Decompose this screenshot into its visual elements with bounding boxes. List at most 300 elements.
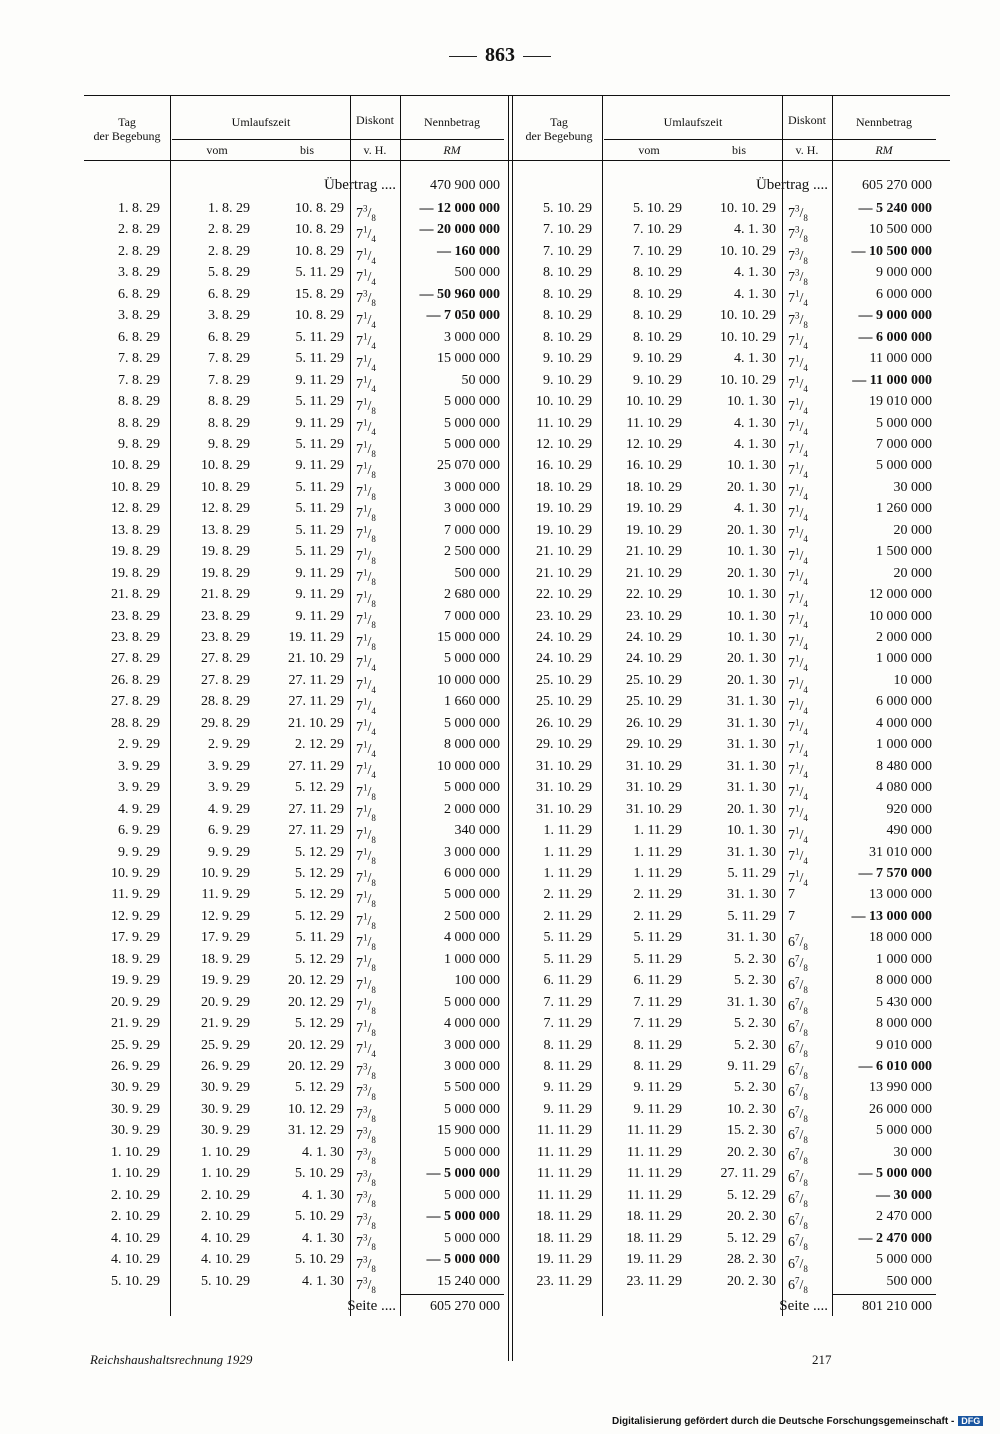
row-nennbetrag: 5 000 000: [444, 715, 500, 731]
row-nennbetrag: 5 430 000: [876, 994, 932, 1010]
row-vom: 6. 9. 29: [208, 823, 250, 839]
row-nennbetrag: 5 000 000: [444, 1144, 500, 1160]
row-vom: 31. 10. 29: [626, 801, 682, 817]
row-nennbetrag: 5 000 000: [444, 651, 500, 667]
row-bis: 20. 1. 30: [727, 651, 776, 667]
row-tag: 4. 9. 29: [118, 801, 160, 817]
row-vom: 23. 11. 29: [626, 1273, 682, 1289]
row-nennbetrag: 3 000 000: [444, 479, 500, 495]
row-tag: 12. 10. 29: [536, 436, 592, 452]
row-diskont: $7^1/_4$: [788, 481, 808, 502]
row-nennbetrag: — 6 010 000: [858, 1059, 932, 1074]
row-tag: 11. 11. 29: [537, 1187, 592, 1203]
row-vom: 7. 8. 29: [208, 372, 250, 388]
row-diskont: $7^3/_8$: [356, 1146, 376, 1167]
header-tag-text: Tag: [550, 115, 568, 129]
row-vom: 6. 8. 29: [208, 286, 250, 302]
row-bis: 5. 11. 29: [727, 908, 776, 924]
row-nennbetrag: 15 000 000: [437, 351, 500, 367]
row-vom: 10. 8. 29: [201, 479, 250, 495]
header-vom: vom: [638, 143, 660, 157]
row-tag: 6. 8. 29: [118, 329, 160, 345]
carry-label: Übertrag ....: [755, 177, 828, 193]
row-diskont: $7^1/_4$: [356, 374, 376, 395]
row-diskont: $7^1/_8$: [356, 953, 376, 974]
row-vom: 11. 9. 29: [201, 887, 250, 903]
row-nennbetrag: 3 000 000: [444, 1059, 500, 1074]
row-diskont: $7^1/_4$: [788, 867, 808, 888]
row-diskont: 7: [788, 887, 795, 903]
row-vom: 9. 9. 29: [208, 844, 250, 860]
row-vom: 7. 11. 29: [633, 1016, 682, 1032]
row-nennbetrag: 5 000 000: [444, 780, 500, 796]
row-diskont: $6^7/_8$: [788, 1039, 808, 1059]
row-vom: 30. 9. 29: [201, 1080, 250, 1096]
row-nennbetrag: 5 000 000: [444, 394, 500, 410]
row-bis: 5. 11. 29: [295, 394, 344, 410]
row-vom: 1. 11. 29: [633, 844, 682, 860]
row-bis: 9. 11. 29: [295, 458, 344, 474]
row-diskont: $7^3/_8$: [788, 267, 808, 287]
row-bis: 27. 11. 29: [720, 1166, 776, 1182]
row-nennbetrag: 6 000 000: [876, 694, 932, 710]
row-diskont: $7^1/_4$: [788, 460, 808, 480]
row-nennbetrag: 500 000: [454, 265, 500, 281]
row-vom: 5. 11. 29: [633, 951, 682, 967]
row-bis: 31. 1. 30: [727, 715, 776, 731]
row-tag: 3. 8. 29: [118, 308, 160, 324]
row-vom: 9. 10. 29: [633, 351, 682, 367]
row-bis: 20. 1. 30: [727, 565, 776, 581]
table-top-rule: [84, 95, 950, 96]
row-bis: 10. 8. 29: [295, 243, 344, 259]
row-diskont: $7^1/_4$: [356, 353, 376, 373]
row-bis: 20. 12. 29: [288, 1059, 344, 1074]
row-bis: 10. 1. 30: [727, 458, 776, 474]
row-vom: 8. 10. 29: [633, 329, 682, 345]
row-tag: 10. 9. 29: [111, 865, 160, 881]
row-tag: 8. 10. 29: [543, 265, 592, 281]
row-bis: 5. 12. 29: [727, 1187, 776, 1203]
row-vom: 19. 8. 29: [201, 565, 250, 581]
row-tag: 1. 8. 29: [118, 201, 160, 216]
row-vom: 19. 8. 29: [201, 544, 250, 560]
row-tag: 25. 9. 29: [111, 1037, 160, 1053]
row-nennbetrag: — 20 000 000: [419, 222, 500, 238]
row-bis: 4. 1. 30: [734, 501, 776, 517]
row-diskont: $7^3/_8$: [788, 224, 808, 244]
row-diskont: $7^1/_4$: [356, 245, 376, 266]
row-diskont: $7^3/_8$: [356, 1275, 376, 1295]
row-diskont: $6^7/_8$: [788, 1125, 808, 1145]
row-tag: 23. 8. 29: [111, 630, 160, 645]
row-nennbetrag: — 13 000 000: [851, 908, 932, 924]
row-tag: 1. 10. 29: [111, 1144, 160, 1160]
row-nennbetrag: 10 000 000: [869, 608, 932, 624]
row-bis: 5. 11. 29: [295, 479, 344, 495]
row-bis: 31. 1. 30: [727, 994, 776, 1010]
row-tag: 11. 9. 29: [111, 887, 160, 903]
row-diskont: $7^1/_8$: [356, 610, 376, 630]
row-vom: 5. 8. 29: [208, 265, 250, 281]
row-nennbetrag: 15 000 000: [437, 630, 500, 645]
sum-label: Seite ....: [347, 1297, 396, 1314]
row-vom: 1. 10. 29: [201, 1144, 250, 1160]
row-bis: 31. 1. 30: [727, 780, 776, 796]
row-diskont: $7^1/_4$: [788, 417, 808, 437]
row-bis: 5. 11. 29: [727, 865, 776, 881]
row-bis: 31. 12. 29: [288, 1123, 344, 1139]
row-diskont: $6^7/_8$: [788, 1232, 808, 1253]
header-nenn-rule: [400, 139, 504, 140]
row-nennbetrag: — 7 050 000: [426, 308, 500, 324]
header-rm: RM: [443, 143, 461, 157]
row-vom: 8. 10. 29: [633, 286, 682, 302]
row-bis: 4. 1. 30: [734, 436, 776, 452]
row-bis: 5. 12. 29: [295, 1080, 344, 1096]
row-diskont: $6^7/_8$: [788, 953, 808, 974]
row-bis: 31. 1. 30: [727, 694, 776, 710]
row-vom: 26. 9. 29: [201, 1059, 250, 1074]
row-vom: 2. 8. 29: [208, 222, 250, 238]
row-tag: 11. 10. 29: [536, 415, 592, 431]
row-bis: 27. 11. 29: [288, 801, 344, 817]
panel-divider: [508, 95, 509, 1361]
row-vom: 25. 10. 29: [626, 694, 682, 710]
row-vom: 21. 9. 29: [201, 1016, 250, 1032]
row-nennbetrag: 7 000 000: [876, 436, 932, 452]
row-bis: 5. 12. 29: [295, 865, 344, 881]
row-vom: 27. 8. 29: [201, 672, 250, 688]
row-tag: 13. 8. 29: [111, 522, 160, 538]
row-diskont: $6^7/_8$: [788, 1061, 808, 1081]
row-diskont: $7^1/_4$: [356, 331, 376, 352]
row-tag: 19. 8. 29: [111, 565, 160, 581]
row-bis: 9. 11. 29: [295, 415, 344, 431]
row-diskont: $7^1/_8$: [356, 803, 376, 824]
row-diskont: $7^1/_8$: [356, 460, 376, 480]
row-vom: 10. 8. 29: [201, 458, 250, 474]
row-tag: 7. 8. 29: [118, 372, 160, 388]
row-bis: 5. 12. 29: [295, 780, 344, 796]
row-nennbetrag: 2 000 000: [876, 630, 932, 645]
row-vom: 1. 11. 29: [633, 823, 682, 839]
sum-label: Seite ....: [779, 1297, 828, 1314]
row-bis: 10. 1. 30: [727, 630, 776, 645]
row-nennbetrag: 20 000: [893, 522, 932, 538]
row-tag: 5. 10. 29: [543, 201, 592, 216]
row-diskont: $7^1/_4$: [788, 524, 808, 545]
row-vom: 9. 10. 29: [633, 372, 682, 388]
row-vom: 20. 9. 29: [201, 994, 250, 1010]
sum-rule: [400, 1294, 504, 1295]
row-diskont: $7^1/_4$: [788, 331, 808, 352]
row-tag: 8. 10. 29: [543, 308, 592, 324]
row-bis: 4. 1. 30: [302, 1144, 344, 1160]
row-bis: 4. 1. 30: [734, 265, 776, 281]
row-nennbetrag: 8 000 000: [876, 1016, 932, 1032]
row-vom: 27. 8. 29: [201, 651, 250, 667]
row-diskont: $7^1/_4$: [788, 396, 808, 416]
row-nennbetrag: 490 000: [886, 823, 932, 839]
row-tag: 10. 8. 29: [111, 479, 160, 495]
row-bis: 10. 12. 29: [288, 1101, 344, 1117]
row-bis: 4. 1. 30: [734, 415, 776, 431]
row-bis: 5. 12. 29: [295, 1016, 344, 1032]
row-nennbetrag: 1 500 000: [876, 544, 932, 560]
row-vom: 5. 11. 29: [633, 930, 682, 946]
row-tag: 10. 10. 29: [536, 394, 592, 410]
row-nennbetrag: 4 000 000: [444, 1016, 500, 1032]
row-tag: 18. 11. 29: [536, 1209, 592, 1225]
row-bis: 5. 11. 29: [295, 501, 344, 517]
row-vom: 1. 11. 29: [633, 865, 682, 881]
row-nennbetrag: 2 000 000: [444, 801, 500, 817]
row-vom: 11. 11. 29: [627, 1123, 682, 1139]
row-diskont: $7^1/_4$: [788, 589, 808, 609]
row-nennbetrag: 5 000 000: [444, 887, 500, 903]
row-diskont: $7^1/_4$: [788, 353, 808, 373]
row-tag: 11. 11. 29: [537, 1123, 592, 1139]
row-tag: 5. 11. 29: [543, 930, 592, 946]
row-diskont: $7^1/_4$: [788, 825, 808, 845]
row-tag: 25. 10. 29: [536, 672, 592, 688]
row-tag: 8. 10. 29: [543, 286, 592, 302]
row-vom: 4. 9. 29: [208, 801, 250, 817]
row-nennbetrag: 2 500 000: [444, 544, 500, 560]
row-bis: 9. 11. 29: [295, 565, 344, 581]
row-nennbetrag: 30 000: [893, 479, 932, 495]
row-tag: 4. 10. 29: [111, 1252, 160, 1268]
row-diskont: $7^1/_4$: [788, 632, 808, 652]
header-nennbetrag: Nennbetrag: [856, 115, 912, 129]
row-nennbetrag: — 5 000 000: [426, 1166, 500, 1182]
row-diskont: $7^1/_4$: [788, 374, 808, 395]
tag-rule: [170, 95, 171, 1316]
row-bis: 4. 1. 30: [302, 1187, 344, 1203]
row-diskont: $7^1/_4$: [356, 1039, 376, 1059]
header-tag: [84, 115, 170, 143]
row-vom: 18. 9. 29: [201, 951, 250, 967]
row-diskont: $7^3/_8$: [356, 203, 376, 223]
header-vom: vom: [206, 143, 228, 157]
row-bis: 20. 1. 30: [727, 672, 776, 688]
row-vom: 30. 9. 29: [201, 1101, 250, 1117]
row-tag: 7. 10. 29: [543, 243, 592, 259]
row-nennbetrag: — 11 000 000: [852, 372, 932, 388]
row-bis: 2. 12. 29: [295, 737, 344, 753]
row-bis: 10. 1. 30: [727, 823, 776, 839]
row-tag: 31. 10. 29: [536, 758, 592, 774]
row-diskont: $7^1/_4$: [788, 696, 808, 716]
row-tag: 26. 9. 29: [111, 1059, 160, 1074]
row-bis: 5. 2. 30: [734, 1080, 776, 1096]
row-nennbetrag: 5 000 000: [876, 415, 932, 431]
row-diskont: $6^7/_8$: [788, 1211, 808, 1231]
row-nennbetrag: 10 500 000: [869, 222, 932, 238]
row-vom: 7. 11. 29: [633, 994, 682, 1010]
row-vom: 2. 11. 29: [633, 887, 682, 903]
row-diskont: $7^1/_4$: [788, 782, 808, 802]
row-diskont: $7^1/_8$: [356, 889, 376, 909]
row-bis: 20. 2. 30: [727, 1273, 776, 1289]
header-diskont-rule: [350, 139, 400, 140]
row-vom: 1. 8. 29: [208, 201, 250, 216]
row-nennbetrag: 5 000 000: [444, 1187, 500, 1203]
row-bis: 5. 11. 29: [295, 329, 344, 345]
row-nennbetrag: 920 000: [886, 801, 932, 817]
bis-rule: [350, 95, 351, 1316]
row-bis: 4. 1. 30: [734, 286, 776, 302]
row-diskont: $7^1/_8$: [356, 567, 376, 588]
row-bis: 9. 11. 29: [295, 608, 344, 624]
table-header-rule: [84, 160, 950, 161]
row-vom: 31. 10. 29: [626, 758, 682, 774]
header-umlauf: Umlaufszeit: [231, 115, 291, 129]
row-diskont: $7^3/_8$: [356, 1211, 376, 1231]
row-vom: 10. 10. 29: [626, 394, 682, 410]
row-nennbetrag: 5 000 000: [444, 994, 500, 1010]
row-diskont: $7^1/_8$: [356, 975, 376, 995]
row-tag: 1. 11. 29: [543, 844, 592, 860]
row-nennbetrag: 11 000 000: [869, 351, 932, 367]
row-diskont: $7^1/_4$: [356, 717, 376, 738]
row-diskont: $7^1/_8$: [356, 524, 376, 545]
row-diskont: $6^7/_8$: [788, 1189, 808, 1210]
row-tag: 27. 8. 29: [111, 694, 160, 710]
row-vom: 9. 11. 29: [633, 1101, 682, 1117]
row-diskont: $7^1/_4$: [788, 546, 808, 566]
row-tag: 5. 11. 29: [543, 951, 592, 967]
row-nennbetrag: 25 070 000: [437, 458, 500, 474]
row-bis: 9. 11. 29: [295, 372, 344, 388]
row-diskont: $7^1/_8$: [356, 632, 376, 652]
row-vom: 18. 10. 29: [626, 479, 682, 495]
row-tag: 7. 10. 29: [543, 222, 592, 238]
row-bis: 20. 1. 30: [727, 522, 776, 538]
row-nennbetrag: 10 000 000: [437, 672, 500, 688]
row-bis: 15. 8. 29: [295, 286, 344, 302]
row-bis: 10. 10. 29: [720, 372, 776, 388]
tag-rule: [602, 95, 603, 1316]
row-nennbetrag: 3 000 000: [444, 501, 500, 517]
row-tag: 9. 11. 29: [543, 1080, 592, 1096]
row-diskont: $7^1/_4$: [356, 760, 376, 781]
row-vom: 4. 10. 29: [201, 1252, 250, 1268]
row-bis: 19. 11. 29: [288, 630, 344, 645]
row-nennbetrag: 1 000 000: [876, 737, 932, 753]
row-nennbetrag: 7 000 000: [444, 522, 500, 538]
row-nennbetrag: 13 000 000: [869, 887, 932, 903]
row-bis: 21. 10. 29: [288, 651, 344, 667]
row-bis: 27. 11. 29: [288, 672, 344, 688]
row-vom: 7. 10. 29: [633, 222, 682, 238]
row-nennbetrag: 7 000 000: [444, 608, 500, 624]
row-diskont: $7^1/_4$: [788, 760, 808, 781]
row-nennbetrag: 4 000 000: [876, 715, 932, 731]
row-tag: 9. 10. 29: [543, 372, 592, 388]
row-vom: 11. 11. 29: [627, 1166, 682, 1182]
row-tag: 6. 9. 29: [118, 823, 160, 839]
row-nennbetrag: 5 000 000: [444, 415, 500, 431]
row-bis: 10. 10. 29: [720, 308, 776, 324]
row-diskont: $7^1/_4$: [788, 674, 808, 695]
row-vom: 2. 9. 29: [208, 737, 250, 753]
row-nennbetrag: 1 000 000: [876, 651, 932, 667]
row-nennbetrag: 500 000: [886, 1273, 932, 1289]
row-bis: 5. 11. 29: [295, 265, 344, 281]
row-vom: 18. 11. 29: [626, 1230, 682, 1246]
row-tag: 18. 11. 29: [536, 1230, 592, 1246]
row-bis: 5. 12. 29: [727, 1230, 776, 1246]
bis-rule: [782, 95, 783, 1316]
row-tag: 3. 9. 29: [118, 758, 160, 774]
header-vh: v. H.: [363, 143, 387, 157]
row-nennbetrag: 15 240 000: [437, 1273, 500, 1289]
row-diskont: $7^1/_4$: [788, 717, 808, 738]
row-tag: 23. 8. 29: [111, 608, 160, 624]
row-diskont: $7^3/_8$: [356, 1103, 376, 1124]
row-nennbetrag: 8 000 000: [444, 737, 500, 753]
row-bis: 10. 10. 29: [720, 243, 776, 259]
row-vom: 29. 10. 29: [626, 737, 682, 753]
row-tag: 21. 10. 29: [536, 565, 592, 581]
row-bis: 31. 1. 30: [727, 737, 776, 753]
row-nennbetrag: 31 010 000: [869, 844, 932, 860]
row-diskont: $7^1/_4$: [356, 739, 376, 759]
row-diskont: $7^3/_8$: [356, 1125, 376, 1145]
row-diskont: $7^3/_8$: [788, 245, 808, 266]
row-tag: 28. 8. 29: [111, 715, 160, 731]
row-tag: 18. 10. 29: [536, 479, 592, 495]
row-vom: 7. 10. 29: [633, 243, 682, 259]
row-nennbetrag: 1 660 000: [444, 694, 500, 710]
row-diskont: $6^7/_8$: [788, 932, 808, 952]
row-tag: 2. 11. 29: [543, 908, 592, 924]
row-diskont: $7^1/_8$: [356, 438, 376, 459]
row-nennbetrag: 9 000 000: [876, 265, 932, 281]
row-bis: 10. 1. 30: [727, 394, 776, 410]
row-bis: 20. 12. 29: [288, 973, 344, 989]
row-nennbetrag: 50 000: [461, 372, 500, 388]
row-diskont: $7^3/_8$: [356, 288, 376, 309]
row-nennbetrag: 5 000 000: [444, 1101, 500, 1117]
row-tag: 6. 8. 29: [118, 286, 160, 302]
row-bis: 31. 1. 30: [727, 844, 776, 860]
row-tag: 5. 10. 29: [111, 1273, 160, 1289]
row-tag: 19. 9. 29: [111, 973, 160, 989]
row-bis: 10. 1. 30: [727, 608, 776, 624]
row-diskont: $6^7/_8$: [788, 996, 808, 1017]
row-vom: 5. 10. 29: [633, 201, 682, 216]
row-vom: 21. 10. 29: [626, 565, 682, 581]
row-bis: 5. 11. 29: [295, 351, 344, 367]
row-diskont: $7^3/_8$: [788, 310, 808, 330]
row-vom: 2. 8. 29: [208, 243, 250, 259]
row-nennbetrag: — 12 000 000: [419, 201, 500, 216]
row-bis: 21. 10. 29: [288, 715, 344, 731]
row-tag: 25. 10. 29: [536, 694, 592, 710]
row-tag: 6. 11. 29: [543, 973, 592, 989]
row-nennbetrag: 6 000 000: [876, 286, 932, 302]
row-vom: 19. 10. 29: [626, 522, 682, 538]
row-tag: 11. 11. 29: [537, 1166, 592, 1182]
row-bis: 31. 1. 30: [727, 758, 776, 774]
row-nennbetrag: 100 000: [454, 973, 500, 989]
row-vom: 12. 8. 29: [201, 501, 250, 517]
row-tag: 9. 11. 29: [543, 1101, 592, 1117]
row-nennbetrag: 19 010 000: [869, 394, 932, 410]
